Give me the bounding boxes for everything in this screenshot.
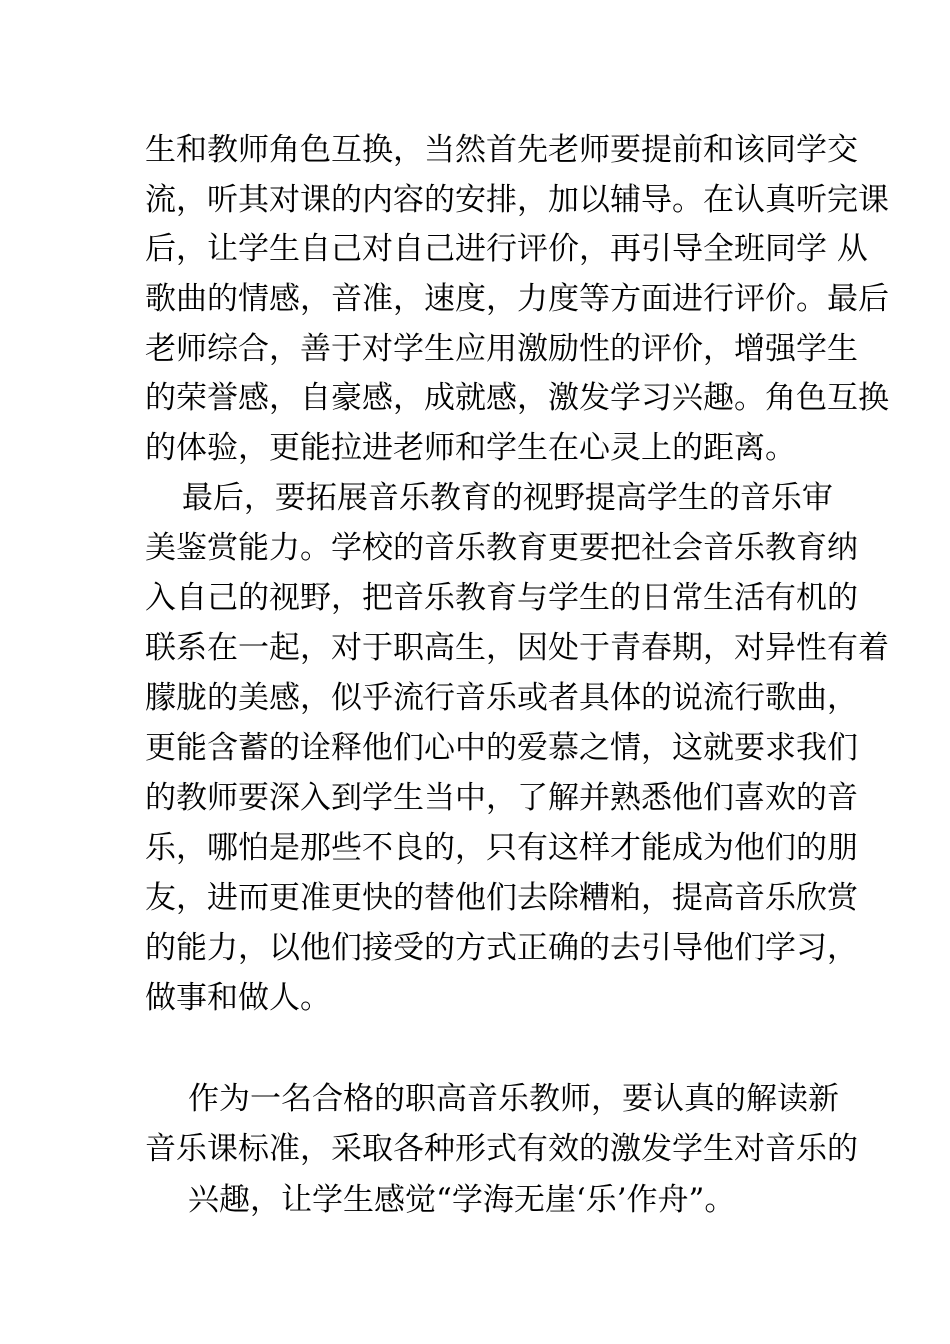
text-line: 的体验，更能拉进老师和学生在心灵上的距离。: [145, 430, 796, 466]
text-line: 作为一名合格的职高音乐教师，要认真的解读新: [188, 1081, 839, 1117]
text-line: 的教师要深入到学生当中，了解并熟悉他们喜欢的音: [145, 780, 858, 816]
text-line: 歌曲的情感，音准，速度，力度等方面进行评价。最后: [145, 281, 889, 317]
text-line: 联系在一起，对于职高生，因处于青春期，对异性有着: [145, 630, 889, 666]
text-line: 音乐课标准，采取各种形式有效的激发学生对音乐的: [145, 1131, 858, 1167]
text-line: 最后，要拓展音乐教育的视野提高学生的音乐审: [172, 480, 833, 516]
text-line: 朦胧的美感，似乎流行音乐或者具体的说流行歌曲，: [145, 680, 858, 716]
text-line: 兴趣，让学生感觉“学海无崖‘乐’作舟”。: [188, 1182, 736, 1218]
text-line: 做事和做人。: [145, 980, 331, 1016]
text-line: 流，听其对课的内容的安排，加以辅导。在认真听完课: [145, 182, 889, 218]
text-line: 生和教师角色互换，当然首先老师要提前和该同学交: [145, 132, 858, 168]
text-line: 入自己的视野，把音乐教育与学生的日常生活有机的: [145, 580, 858, 616]
text-line: 的荣誉感，自豪感，成就感，激发学习兴趣。角色互换: [145, 380, 889, 416]
text-line: 更能含蓄的诠释他们心中的爱慕之情，这就要求我们: [145, 730, 858, 766]
text-line: 美鉴赏能力。学校的音乐教育更要把社会音乐教育纳: [145, 530, 858, 566]
text-line: 的能力，以他们接受的方式正确的去引导他们学习，: [145, 930, 858, 966]
text-line: 乐，哪怕是那些不良的，只有这样才能成为他们的朋: [145, 830, 858, 866]
text-line: 后，让学生自己对自己进行评价，再引导全班同学 从: [145, 231, 868, 267]
text-line: 友，进而更准更快的替他们去除糟粕，提高音乐欣赏: [145, 880, 858, 916]
text-line: 老师综合，善于对学生应用激励性的评价，增强学生: [145, 331, 858, 367]
